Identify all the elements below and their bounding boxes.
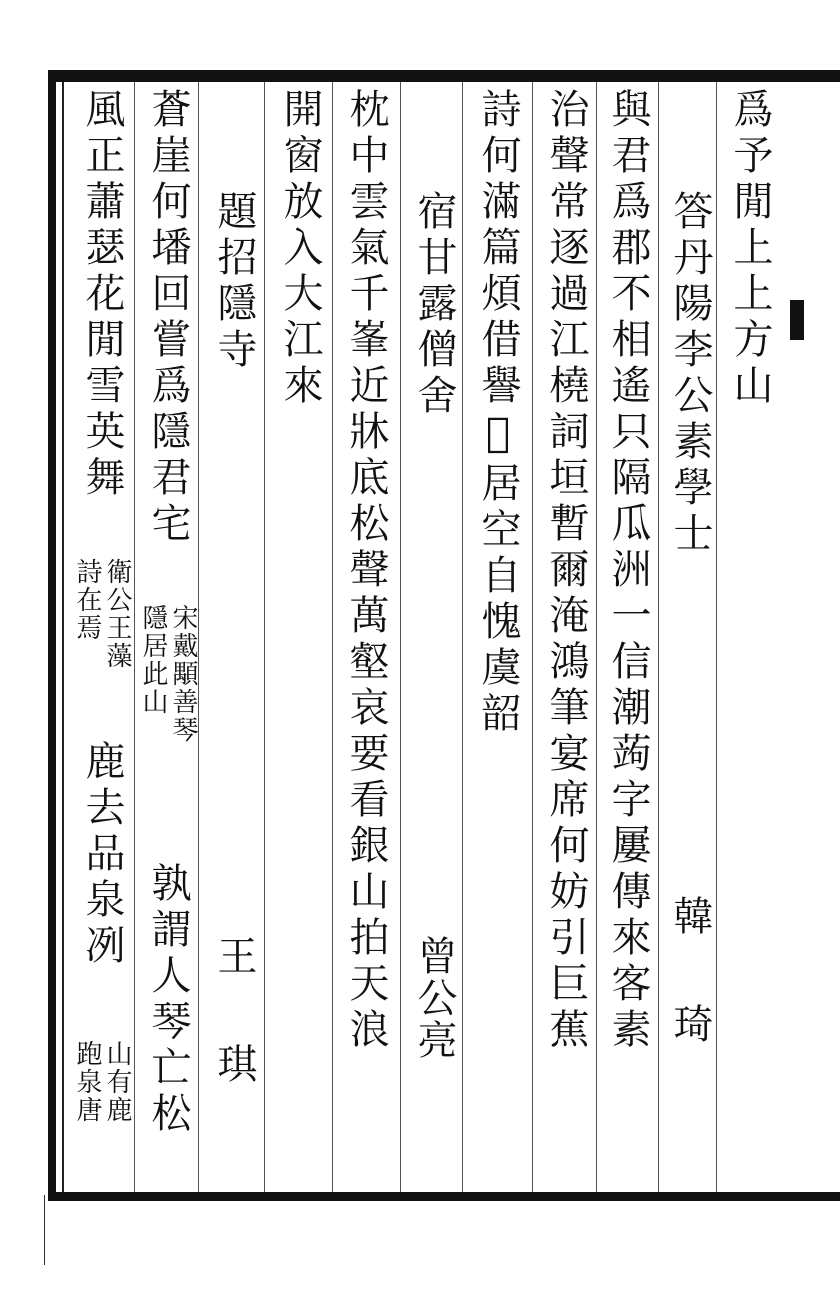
annotation-right: 衛公王藻 [102, 558, 132, 670]
poem-title: 題招隱寺 [211, 190, 257, 374]
column-divider [596, 82, 597, 1192]
poem-author: 王 琪 [211, 935, 257, 1097]
column-divider [400, 82, 401, 1192]
column-divider [658, 82, 659, 1192]
fish-tail-mark [790, 300, 804, 340]
left-inner-rule [62, 82, 64, 1192]
column-divider [716, 82, 717, 1192]
annotation-left: 跑泉唐 [72, 1040, 102, 1124]
poem-author: 韓 琦 [667, 895, 713, 1057]
column-divider [462, 82, 463, 1192]
column-divider [264, 82, 265, 1192]
poem-title: 答丹陽李公素學士 [667, 190, 713, 558]
spine-line [44, 1195, 45, 1265]
text-column-10b: 孰謂人琴亡松 [145, 862, 191, 1138]
column-divider [198, 82, 199, 1192]
text-column-4: 治聲常逐過江橈詞垣暫爾淹鴻筆宴席何妨引巨蕉 [543, 88, 589, 1054]
bottom-border-rule [48, 1192, 840, 1201]
column-divider [332, 82, 333, 1192]
text-column-11b: 鹿去品泉冽 [79, 740, 125, 970]
text-column-7: 枕中雲氣千峯近牀底松聲萬壑哀要看銀山拍天浪 [343, 88, 389, 1054]
poem-title: 宿甘露僧舍 [411, 190, 457, 420]
text-column-5: 詩何滿篇煩借譽𡚶居空自愧虞韶 [475, 88, 521, 738]
annotation-right: 宋戴顒善琴 [168, 604, 198, 744]
column-divider [134, 82, 135, 1192]
text-column-8: 開窗放入大江來 [277, 88, 323, 410]
text-column-10a: 蒼崖何墦回嘗爲隱君宅 [145, 88, 191, 548]
annotation-right: 山有鹿 [102, 1040, 132, 1124]
poem-author: 曾公亮 [411, 935, 457, 1061]
annotation-left: 隱居此山 [138, 604, 168, 716]
column-divider [532, 82, 533, 1192]
top-border-rule [48, 70, 840, 82]
text-column-3: 與君爲郡不相遙只隔瓜洲一信潮蒟字屢傳來客素 [605, 88, 651, 1054]
text-column-11a: 風正蕭瑟花閒雪英舞 [79, 88, 125, 502]
left-border-rule [48, 70, 56, 1201]
annotation-left: 詩在焉 [72, 558, 102, 642]
text-column-1: 爲予閒上上方山 [727, 88, 773, 410]
